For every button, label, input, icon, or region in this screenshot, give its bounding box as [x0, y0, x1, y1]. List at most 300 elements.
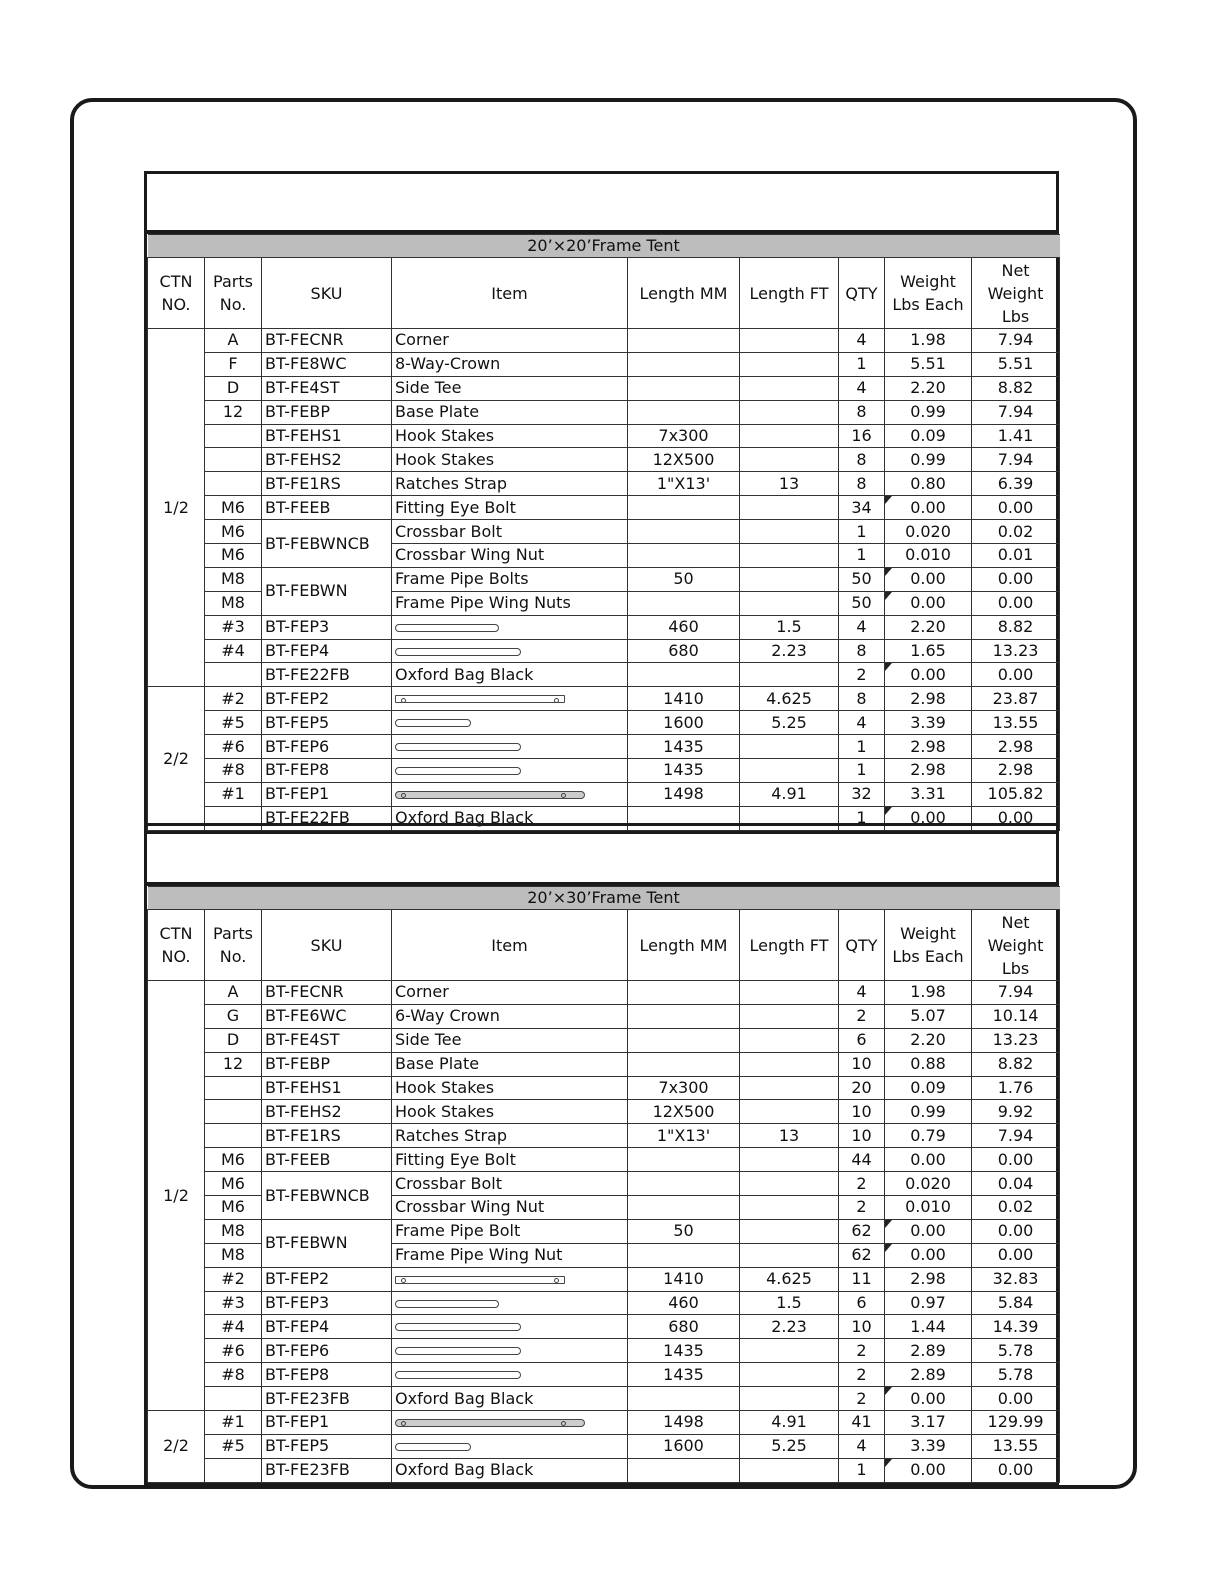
qty-cell: 1 — [839, 544, 885, 568]
weight-each-cell: 0.00 — [885, 1148, 972, 1172]
weight-each-cell: 0.00 — [885, 1387, 972, 1411]
column-header: Net Weight Lbs — [972, 910, 1060, 981]
sku-cell: BT-FE23FB — [262, 1387, 392, 1411]
length-ft-cell: 4.625 — [740, 687, 839, 711]
weight-each-cell: 2.20 — [885, 376, 972, 400]
column-header: Net Weight Lbs — [972, 258, 1060, 329]
parts-no-cell: #1 — [205, 1411, 262, 1435]
table-row — [148, 639, 1060, 663]
sku-cell: BT-FE8WC — [262, 352, 392, 376]
parts-no-cell: D — [205, 1028, 262, 1052]
sku-cell: BT-FEEB — [262, 1148, 392, 1172]
length-ft-cell — [740, 1172, 839, 1196]
table-row — [148, 1411, 1060, 1435]
weight-each-cell: 0.99 — [885, 1100, 972, 1124]
table-row — [148, 1004, 1060, 1028]
length-ft-cell — [740, 1219, 839, 1243]
table-row — [148, 1219, 1060, 1243]
sku-cell: BT-FEP2 — [262, 1267, 392, 1291]
qty-cell: 8 — [839, 400, 885, 424]
sku-cell: BT-FE1RS — [262, 1124, 392, 1148]
sku-cell: BT-FEP5 — [262, 711, 392, 735]
bolt-hole-icon — [401, 1278, 406, 1283]
weight-each-cell: 2.98 — [885, 687, 972, 711]
length-mm-cell: 1600 — [628, 1434, 740, 1458]
item-cell: 6-Way Crown — [392, 1004, 628, 1028]
length-mm-cell — [628, 1196, 740, 1220]
table-row — [148, 1124, 1060, 1148]
column-header: SKU — [262, 258, 392, 329]
header-row — [148, 910, 1060, 981]
item-cell: Frame Pipe Wing Nuts — [392, 591, 628, 615]
qty-cell: 44 — [839, 1148, 885, 1172]
column-header: Length FT — [740, 258, 839, 329]
net-weight-cell: 0.00 — [972, 806, 1060, 830]
table-row — [148, 1100, 1060, 1124]
parts-no-cell: #4 — [205, 639, 262, 663]
net-weight-cell: 129.99 — [972, 1411, 1060, 1435]
length-ft-cell — [740, 329, 839, 353]
pipe-icon — [395, 1300, 499, 1308]
length-ft-cell — [740, 1196, 839, 1220]
parts-no-cell — [205, 1076, 262, 1100]
item-cell: Base Plate — [392, 1052, 628, 1076]
sku-cell: BT-FEHS2 — [262, 448, 392, 472]
length-mm-cell — [628, 520, 740, 544]
item-cell — [392, 1267, 628, 1291]
ctn-cell: 2/2 — [148, 687, 205, 830]
parts-no-cell: #5 — [205, 1434, 262, 1458]
pipe-icon — [395, 743, 521, 751]
column-header: Length MM — [628, 258, 740, 329]
bolt-hole-icon — [561, 793, 566, 798]
length-mm-cell — [628, 544, 740, 568]
pipe-icon — [395, 1323, 521, 1331]
weight-each-cell: 2.98 — [885, 759, 972, 783]
item-cell: Base Plate — [392, 400, 628, 424]
parts-no-cell: M8 — [205, 1219, 262, 1243]
qty-cell: 8 — [839, 472, 885, 496]
weight-each-cell: 0.00 — [885, 806, 972, 830]
pipe-icon — [395, 648, 521, 656]
weight-each-cell: 0.00 — [885, 663, 972, 687]
length-ft-cell — [740, 735, 839, 759]
column-header: Length FT — [740, 910, 839, 981]
sku-cell: BT-FECNR — [262, 329, 392, 353]
table-row — [148, 782, 1060, 806]
item-cell: Fitting Eye Bolt — [392, 1148, 628, 1172]
length-mm-cell: 1498 — [628, 782, 740, 806]
length-ft-cell: 4.625 — [740, 1267, 839, 1291]
sku-cell: BT-FEBP — [262, 400, 392, 424]
length-mm-cell: 50 — [628, 1219, 740, 1243]
sku-cell: BT-FE1RS — [262, 472, 392, 496]
net-weight-cell: 7.94 — [972, 448, 1060, 472]
item-cell: Side Tee — [392, 1028, 628, 1052]
table-title-area — [147, 174, 1056, 234]
net-weight-cell: 5.78 — [972, 1363, 1060, 1387]
length-mm-cell — [628, 663, 740, 687]
weight-each-cell: 0.00 — [885, 1219, 972, 1243]
length-mm-cell: 50 — [628, 567, 740, 591]
qty-cell: 50 — [839, 567, 885, 591]
length-ft-cell — [740, 424, 839, 448]
pipe-icon — [395, 1276, 565, 1284]
parts-no-cell: M6 — [205, 520, 262, 544]
item-cell: Oxford Bag Black — [392, 806, 628, 830]
item-cell — [392, 759, 628, 783]
column-header: CTN NO. — [148, 258, 205, 329]
net-weight-cell: 5.78 — [972, 1339, 1060, 1363]
net-weight-cell: 2.98 — [972, 759, 1060, 783]
length-mm-cell — [628, 1148, 740, 1172]
weight-each-cell: 3.39 — [885, 1434, 972, 1458]
net-weight-cell: 32.83 — [972, 1267, 1060, 1291]
qty-cell: 10 — [839, 1315, 885, 1339]
column-header: Weight Lbs Each — [885, 258, 972, 329]
parts-no-cell: #3 — [205, 1291, 262, 1315]
table-row — [148, 567, 1060, 591]
sku-cell: BT-FEHS1 — [262, 424, 392, 448]
length-mm-cell: 1435 — [628, 759, 740, 783]
parts-no-cell: #2 — [205, 687, 262, 711]
length-ft-cell: 2.23 — [740, 1315, 839, 1339]
item-cell: Crossbar Wing Nut — [392, 1196, 628, 1220]
table-row — [148, 472, 1060, 496]
net-weight-cell: 7.94 — [972, 400, 1060, 424]
sku-cell: BT-FEHS1 — [262, 1076, 392, 1100]
length-ft-cell — [740, 1458, 839, 1482]
net-weight-cell: 1.76 — [972, 1076, 1060, 1100]
table-row — [148, 1434, 1060, 1458]
net-weight-cell: 13.55 — [972, 711, 1060, 735]
length-mm-cell: 1"X13' — [628, 1124, 740, 1148]
weight-each-cell: 3.31 — [885, 782, 972, 806]
length-ft-cell — [740, 1004, 839, 1028]
item-cell: Hook Stakes — [392, 1100, 628, 1124]
qty-cell: 4 — [839, 615, 885, 639]
length-ft-cell: 1.5 — [740, 615, 839, 639]
pipe-icon — [395, 695, 565, 703]
weight-each-cell: 0.97 — [885, 1291, 972, 1315]
qty-cell: 62 — [839, 1243, 885, 1267]
item-cell — [392, 1434, 628, 1458]
length-mm-cell — [628, 1004, 740, 1028]
table-row — [148, 329, 1060, 353]
sku-cell: BT-FEP5 — [262, 1434, 392, 1458]
item-cell — [392, 1291, 628, 1315]
table-title-area — [147, 826, 1056, 886]
qty-cell: 1 — [839, 735, 885, 759]
column-header: Parts No. — [205, 910, 262, 981]
weight-each-cell: 0.010 — [885, 544, 972, 568]
pipe-icon — [395, 1419, 585, 1427]
table-row — [148, 352, 1060, 376]
item-cell: Hook Stakes — [392, 1076, 628, 1100]
net-weight-cell: 0.00 — [972, 1387, 1060, 1411]
qty-cell: 4 — [839, 711, 885, 735]
length-mm-cell: 680 — [628, 1315, 740, 1339]
weight-each-cell: 0.020 — [885, 1172, 972, 1196]
qty-cell: 1 — [839, 352, 885, 376]
length-mm-cell — [628, 400, 740, 424]
bolt-hole-icon — [554, 1278, 559, 1283]
item-cell: Ratches Strap — [392, 472, 628, 496]
length-mm-cell: 12X500 — [628, 1100, 740, 1124]
net-weight-cell: 0.02 — [972, 520, 1060, 544]
table-row — [148, 424, 1060, 448]
table-row — [148, 1172, 1060, 1196]
weight-each-cell: 0.99 — [885, 400, 972, 424]
item-cell — [392, 782, 628, 806]
column-header: Weight Lbs Each — [885, 910, 972, 981]
qty-cell: 10 — [839, 1100, 885, 1124]
parts-no-cell: D — [205, 376, 262, 400]
parts-no-cell: M8 — [205, 591, 262, 615]
weight-each-cell: 3.17 — [885, 1411, 972, 1435]
parts-no-cell: #6 — [205, 735, 262, 759]
table-row — [148, 1291, 1060, 1315]
sku-cell: BT-FE22FB — [262, 806, 392, 830]
qty-cell: 4 — [839, 981, 885, 1005]
item-cell: Oxford Bag Black — [392, 663, 628, 687]
caption-row — [148, 887, 1060, 910]
parts-table-20x20 — [144, 171, 1059, 834]
bolt-hole-icon — [401, 793, 406, 798]
qty-cell: 2 — [839, 1004, 885, 1028]
length-ft-cell: 5.25 — [740, 711, 839, 735]
length-mm-cell — [628, 981, 740, 1005]
weight-each-cell: 0.09 — [885, 424, 972, 448]
length-ft-cell — [740, 663, 839, 687]
table-row — [148, 1052, 1060, 1076]
weight-each-cell: 2.98 — [885, 1267, 972, 1291]
length-ft-cell — [740, 1052, 839, 1076]
qty-cell: 11 — [839, 1267, 885, 1291]
sku-cell: BT-FECNR — [262, 981, 392, 1005]
caption-row — [148, 235, 1060, 258]
table-row — [148, 496, 1060, 520]
length-ft-cell — [740, 376, 839, 400]
weight-each-cell: 1.65 — [885, 639, 972, 663]
sku-cell: BT-FEP8 — [262, 1363, 392, 1387]
net-weight-cell: 0.02 — [972, 1196, 1060, 1220]
qty-cell: 16 — [839, 424, 885, 448]
weight-each-cell: 0.00 — [885, 496, 972, 520]
weight-each-cell: 2.89 — [885, 1363, 972, 1387]
qty-cell: 2 — [839, 1363, 885, 1387]
table-row — [148, 1339, 1060, 1363]
column-header: Item — [392, 258, 628, 329]
length-ft-cell — [740, 1148, 839, 1172]
ctn-cell: 1/2 — [148, 981, 205, 1411]
sku-cell: BT-FEBWNCB — [262, 520, 392, 568]
parts-no-cell: #2 — [205, 1267, 262, 1291]
net-weight-cell: 0.01 — [972, 544, 1060, 568]
sku-cell: BT-FEP3 — [262, 615, 392, 639]
length-ft-cell: 13 — [740, 1124, 839, 1148]
weight-each-cell: 0.010 — [885, 1196, 972, 1220]
qty-cell: 41 — [839, 1411, 885, 1435]
item-cell — [392, 615, 628, 639]
net-weight-cell: 0.00 — [972, 567, 1060, 591]
sku-cell: BT-FEP1 — [262, 1411, 392, 1435]
length-ft-cell: 4.91 — [740, 782, 839, 806]
table-row — [148, 759, 1060, 783]
weight-each-cell: 3.39 — [885, 711, 972, 735]
length-mm-cell: 1435 — [628, 1363, 740, 1387]
weight-each-cell: 0.09 — [885, 1076, 972, 1100]
pipe-icon — [395, 1347, 521, 1355]
weight-each-cell: 2.20 — [885, 615, 972, 639]
length-mm-cell — [628, 1387, 740, 1411]
item-cell: Frame Pipe Wing Nut — [392, 1243, 628, 1267]
table-row — [148, 1028, 1060, 1052]
net-weight-cell: 0.00 — [972, 496, 1060, 520]
item-cell — [392, 1411, 628, 1435]
parts-no-cell: M8 — [205, 567, 262, 591]
parts-no-cell: #8 — [205, 1363, 262, 1387]
qty-cell: 8 — [839, 448, 885, 472]
length-ft-cell — [740, 520, 839, 544]
length-mm-cell: 460 — [628, 615, 740, 639]
table-row — [148, 1267, 1060, 1291]
parts-no-cell: G — [205, 1004, 262, 1028]
net-weight-cell: 13.23 — [972, 639, 1060, 663]
net-weight-cell: 7.94 — [972, 329, 1060, 353]
net-weight-cell: 0.00 — [972, 663, 1060, 687]
length-mm-cell — [628, 352, 740, 376]
parts-no-cell — [205, 1458, 262, 1482]
parts-no-cell: M6 — [205, 496, 262, 520]
parts-no-cell — [205, 1387, 262, 1411]
net-weight-cell: 0.00 — [972, 1219, 1060, 1243]
length-mm-cell — [628, 591, 740, 615]
length-ft-cell — [740, 759, 839, 783]
length-mm-cell: 1410 — [628, 687, 740, 711]
length-mm-cell: 12X500 — [628, 448, 740, 472]
weight-each-cell: 0.020 — [885, 520, 972, 544]
sku-cell: BT-FEP2 — [262, 687, 392, 711]
column-header: QTY — [839, 910, 885, 981]
length-mm-cell: 1410 — [628, 1267, 740, 1291]
column-header: Parts No. — [205, 258, 262, 329]
length-ft-cell — [740, 1100, 839, 1124]
table-row — [148, 711, 1060, 735]
length-mm-cell — [628, 1028, 740, 1052]
parts-no-cell: #8 — [205, 759, 262, 783]
net-weight-cell: 0.00 — [972, 591, 1060, 615]
parts-no-cell: #5 — [205, 711, 262, 735]
table-row — [148, 1076, 1060, 1100]
item-cell: Crossbar Bolt — [392, 520, 628, 544]
net-weight-cell: 0.00 — [972, 1458, 1060, 1482]
net-weight-cell: 5.51 — [972, 352, 1060, 376]
parts-no-cell: 12 — [205, 1052, 262, 1076]
table-caption: 20’×20’Frame Tent — [148, 235, 1060, 258]
weight-each-cell: 1.98 — [885, 329, 972, 353]
parts-no-cell: M8 — [205, 1243, 262, 1267]
column-header: Length MM — [628, 910, 740, 981]
length-ft-cell — [740, 496, 839, 520]
length-ft-cell — [740, 448, 839, 472]
length-ft-cell: 4.91 — [740, 1411, 839, 1435]
qty-cell: 4 — [839, 376, 885, 400]
parts-no-cell: #3 — [205, 615, 262, 639]
net-weight-cell: 105.82 — [972, 782, 1060, 806]
length-mm-cell — [628, 329, 740, 353]
parts-no-cell: #6 — [205, 1339, 262, 1363]
parts-no-cell: 12 — [205, 400, 262, 424]
net-weight-cell: 8.82 — [972, 376, 1060, 400]
table-row — [148, 735, 1060, 759]
parts-no-cell: M6 — [205, 1148, 262, 1172]
sku-cell: BT-FEBP — [262, 1052, 392, 1076]
weight-each-cell: 0.88 — [885, 1052, 972, 1076]
length-mm-cell: 7x300 — [628, 1076, 740, 1100]
table-row — [148, 1315, 1060, 1339]
parts-no-cell: M6 — [205, 1172, 262, 1196]
table-row — [148, 1458, 1060, 1482]
bolt-hole-icon — [561, 1421, 566, 1426]
length-ft-cell — [740, 352, 839, 376]
length-ft-cell — [740, 567, 839, 591]
qty-cell: 2 — [839, 1387, 885, 1411]
qty-cell: 8 — [839, 639, 885, 663]
table-row — [148, 1363, 1060, 1387]
item-cell: Oxford Bag Black — [392, 1387, 628, 1411]
weight-each-cell: 0.80 — [885, 472, 972, 496]
bolt-hole-icon — [401, 1421, 406, 1426]
weight-each-cell: 1.98 — [885, 981, 972, 1005]
item-cell: Side Tee — [392, 376, 628, 400]
weight-each-cell: 0.00 — [885, 1458, 972, 1482]
length-ft-cell — [740, 544, 839, 568]
weight-each-cell: 5.07 — [885, 1004, 972, 1028]
table-row — [148, 981, 1060, 1005]
length-mm-cell: 1435 — [628, 1339, 740, 1363]
qty-cell: 20 — [839, 1076, 885, 1100]
length-mm-cell: 1"X13' — [628, 472, 740, 496]
parts-no-cell: M6 — [205, 544, 262, 568]
qty-cell: 1 — [839, 759, 885, 783]
parts-no-cell: F — [205, 352, 262, 376]
item-cell: Frame Pipe Bolts — [392, 567, 628, 591]
qty-cell: 6 — [839, 1291, 885, 1315]
sku-cell: BT-FE4ST — [262, 1028, 392, 1052]
net-weight-cell: 0.04 — [972, 1172, 1060, 1196]
table-row — [148, 448, 1060, 472]
net-weight-cell: 7.94 — [972, 981, 1060, 1005]
item-cell — [392, 735, 628, 759]
item-cell: Crossbar Wing Nut — [392, 544, 628, 568]
item-cell: Hook Stakes — [392, 448, 628, 472]
weight-each-cell: 2.98 — [885, 735, 972, 759]
item-cell — [392, 639, 628, 663]
sku-cell: BT-FEP6 — [262, 735, 392, 759]
qty-cell: 4 — [839, 1434, 885, 1458]
qty-cell: 1 — [839, 806, 885, 830]
weight-each-cell: 0.00 — [885, 1243, 972, 1267]
net-weight-cell: 9.92 — [972, 1100, 1060, 1124]
length-ft-cell — [740, 1339, 839, 1363]
item-cell: Crossbar Bolt — [392, 1172, 628, 1196]
qty-cell: 50 — [839, 591, 885, 615]
item-cell — [392, 1315, 628, 1339]
pipe-icon — [395, 1371, 521, 1379]
parts-no-cell: A — [205, 981, 262, 1005]
item-cell — [392, 711, 628, 735]
